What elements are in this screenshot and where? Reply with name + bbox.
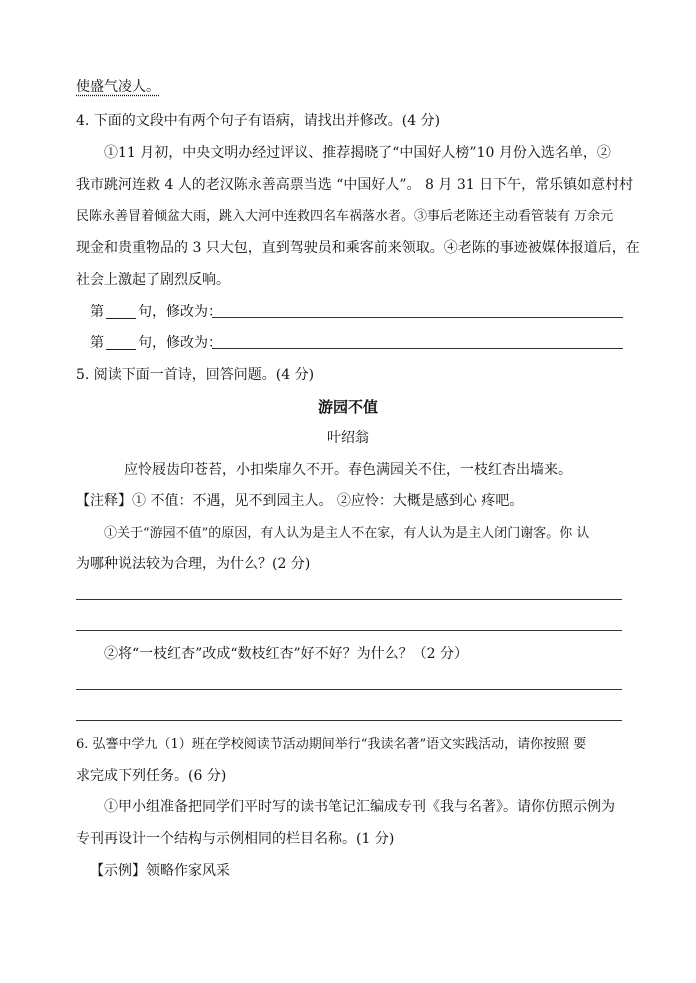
q4-para-line-4: 现金和贵重物品的 3 只大包，直到驾驶员和乘客前来领取。④老陈的事迹被媒体报道后，在 [76, 240, 640, 256]
poem-author: 叶绍翁 [327, 430, 369, 446]
answer-prefix: 第 [90, 304, 104, 320]
poem-text: 应怜屐齿印苍苔，小扣柴扉久不开。春色满园关不住，一枝红杏出墙来。 [124, 462, 572, 478]
q4-para-line-1: ①11 月初，中央文明办经过评议、推荐揭晓了“中国好人榜”10 月份入选名单，② [104, 145, 611, 161]
intro-text: 使盛气凌人。 [76, 79, 160, 95]
answer-suffix: 句，修改为： [138, 304, 222, 320]
sentence-number-blank[interactable] [106, 348, 136, 350]
q5-sub2: ②将“一枝红杏”改成“数枝红杏”好不好？为什么？（2 分） [104, 646, 468, 662]
q6-heading-line-1: 6. 弘謇中学九（1）班在学校阅读节活动期间举行“我读名著”语文实践活动，请你按照 要 [76, 737, 587, 752]
q5-answer-line-4[interactable] [76, 720, 622, 721]
q4-para-line-3: 民陈永善冒着倾盆大雨，跳入大河中连救四名车祸落水者。③事后老陈还主动看管装有 万余元 [76, 209, 614, 224]
q6-task1-line-1: ①甲小组准备把同学们平时写的读书笔记汇编成专刊《我与名著》。请你仿照示例为 [104, 799, 615, 815]
intro-line [76, 77, 160, 97]
q4-para-line-2: 我市跳河连救 4 人的老汉陈永善高票当选 “中国好人”。 8 月 31 日下午，常乐镇如意村村 [76, 177, 634, 193]
q4-answer-row-1 [90, 302, 222, 322]
q6-task1-line-2: 专刊再设计一个结构与示例相同的栏目名称。(1 分) [76, 831, 395, 847]
q4-answer-row-2 [90, 333, 222, 353]
q4-para-line-5: 社会上激起了剧烈反响。 [76, 272, 230, 288]
q4-heading: 4. 下面的文段中有两个句子有语病，请找出并修改。(4 分) [76, 113, 441, 129]
sentence-number-blank[interactable] [106, 317, 136, 319]
q5-sub1-line-1: ①关于“游园不值”的原因，有人认为是主人不在家，有人认为是主人闭门谢客。你 认 [104, 526, 590, 541]
q4-answer-line-1[interactable] [212, 317, 623, 318]
q4-answer-line-2[interactable] [212, 348, 623, 349]
q5-answer-line-3[interactable] [76, 689, 622, 690]
q5-sub1-line-2: 为哪种说法较为合理，为什么？(2 分) [76, 556, 311, 572]
poem-title: 游园不值 [317, 398, 378, 416]
q6-example: 【示例】领略作家风采 [90, 863, 230, 879]
answer-suffix: 句，修改为： [138, 335, 222, 351]
q5-answer-line-2[interactable] [76, 630, 622, 631]
q5-answer-line-1[interactable] [76, 599, 622, 600]
poem-notes: 【注释】① 不值：不遇，见不到园主人。 ②应怜：大概是感到心 疼吧。 [76, 493, 524, 509]
answer-prefix: 第 [90, 335, 104, 351]
q5-heading: 5. 阅读下面一首诗，回答问题。(4 分) [76, 367, 315, 383]
q6-heading-line-2: 求完成下列任务。(6 分) [76, 768, 227, 784]
